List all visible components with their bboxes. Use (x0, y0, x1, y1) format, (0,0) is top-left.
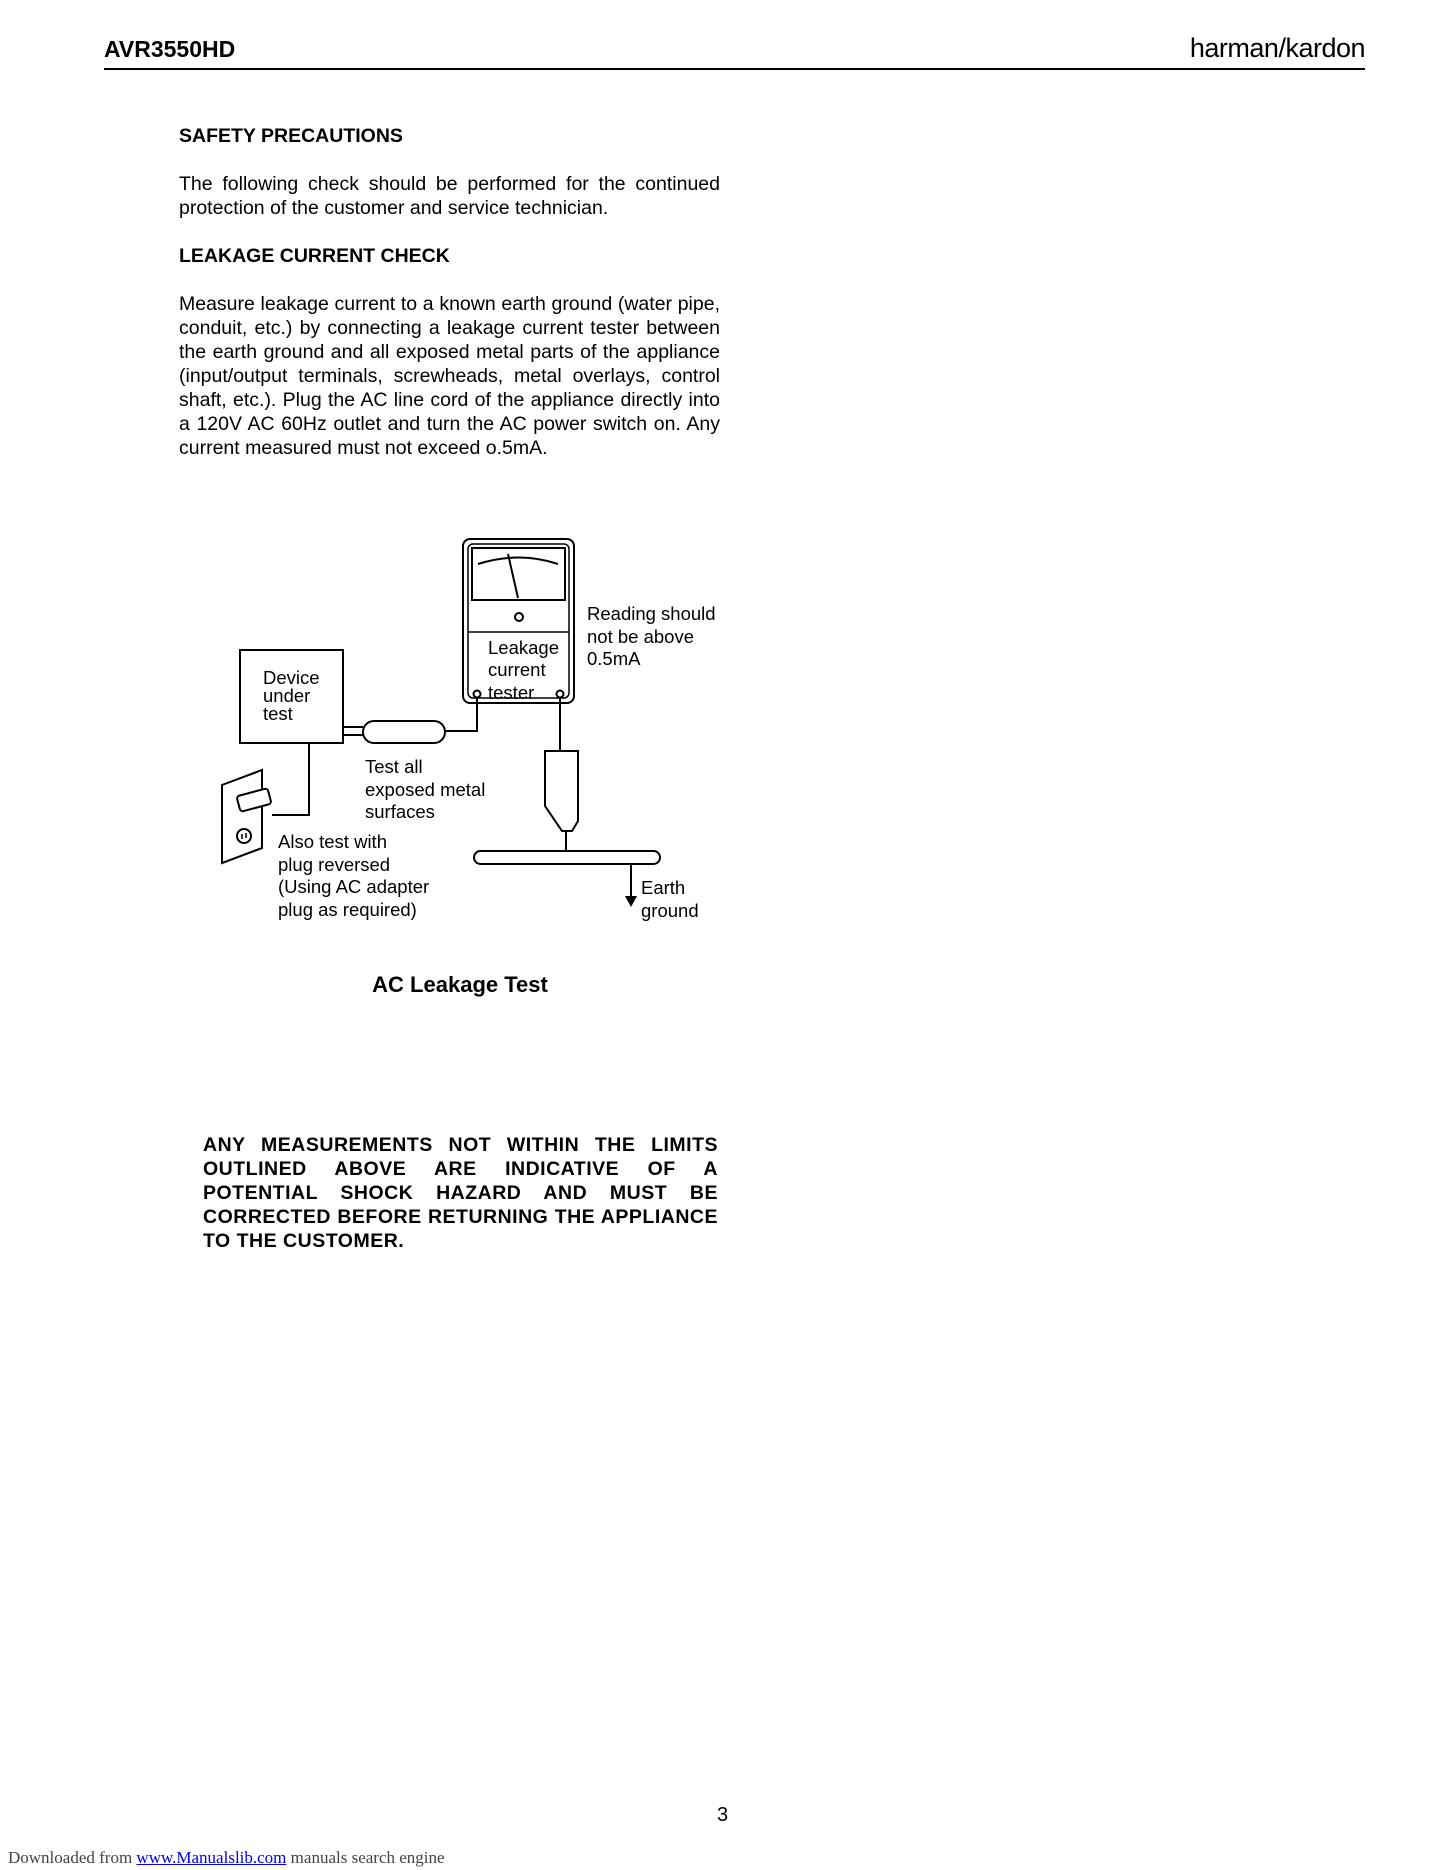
safety-heading: SAFETY PRECAUTIONS (179, 125, 403, 147)
model-name: AVR3550HD (104, 36, 236, 62)
footer-prefix: Downloaded from (8, 1848, 133, 1867)
plug (236, 788, 271, 812)
test-surfaces-label: Test all exposed metal surfaces (365, 756, 486, 822)
footer (8, 1848, 445, 1868)
terminal-left (474, 691, 481, 698)
earth-ground-label: Earth ground (641, 877, 699, 921)
terminal-right (557, 691, 564, 698)
brand-logo: harman/kardon (1189, 33, 1365, 63)
safety-text: The following check should be performed for the continued protection of the customer and service technician. (179, 173, 720, 219)
wall-outlet (222, 770, 262, 863)
outlet-socket (237, 829, 251, 843)
plug-reversed-label: Also test with plug reversed (Using AC adapter plug as required) (278, 831, 430, 920)
leakage-text: Measure leakage current to a known earth ground (water pipe, conduit, etc.) by connecting a leakage current tester between the earth ground and all exposed metal parts of the appliance (input/output terminals, screwheads, metal overlays, control shaft, etc.). Plug the AC line cord of the appliance directly into a 120V AC 60Hz outlet and turn the AC power switch on. Any current measured must not exceed o.5mA. (179, 293, 720, 459)
footer-suffix: manuals search engine (290, 1848, 445, 1867)
reading-label: Reading should not be above 0.5mA (587, 603, 716, 669)
meter-knob (515, 613, 523, 621)
meter-window (472, 548, 565, 600)
figure-caption: AC Leakage Test (372, 972, 548, 997)
power-cord (272, 743, 309, 815)
shock-hazard-warning: ANY MEASUREMENTS NOT WITHIN THE LIMITS OUTLINED ABOVE ARE INDICATIVE OF A POTENTIAL SHOCK HAZARD AND MUST BE CORRECTED BEFORE RETURNING THE APPLIANCE TO THE CUSTOMER. (203, 1134, 718, 1252)
earth-bar (474, 851, 660, 864)
device-label: Device under test (263, 667, 320, 724)
page-number: 3 (716, 1804, 729, 1826)
meter-scale (478, 558, 558, 565)
test-probe (363, 721, 445, 743)
leakage-heading: LEAKAGE CURRENT CHECK (179, 245, 450, 267)
meter-needle (508, 554, 518, 598)
ground-clip (545, 751, 578, 831)
manualslib-link[interactable]: www.Manualslib.com (136, 1848, 287, 1867)
earth-arrow-head (625, 896, 637, 907)
tester-label: Leakage current tester (488, 637, 559, 703)
